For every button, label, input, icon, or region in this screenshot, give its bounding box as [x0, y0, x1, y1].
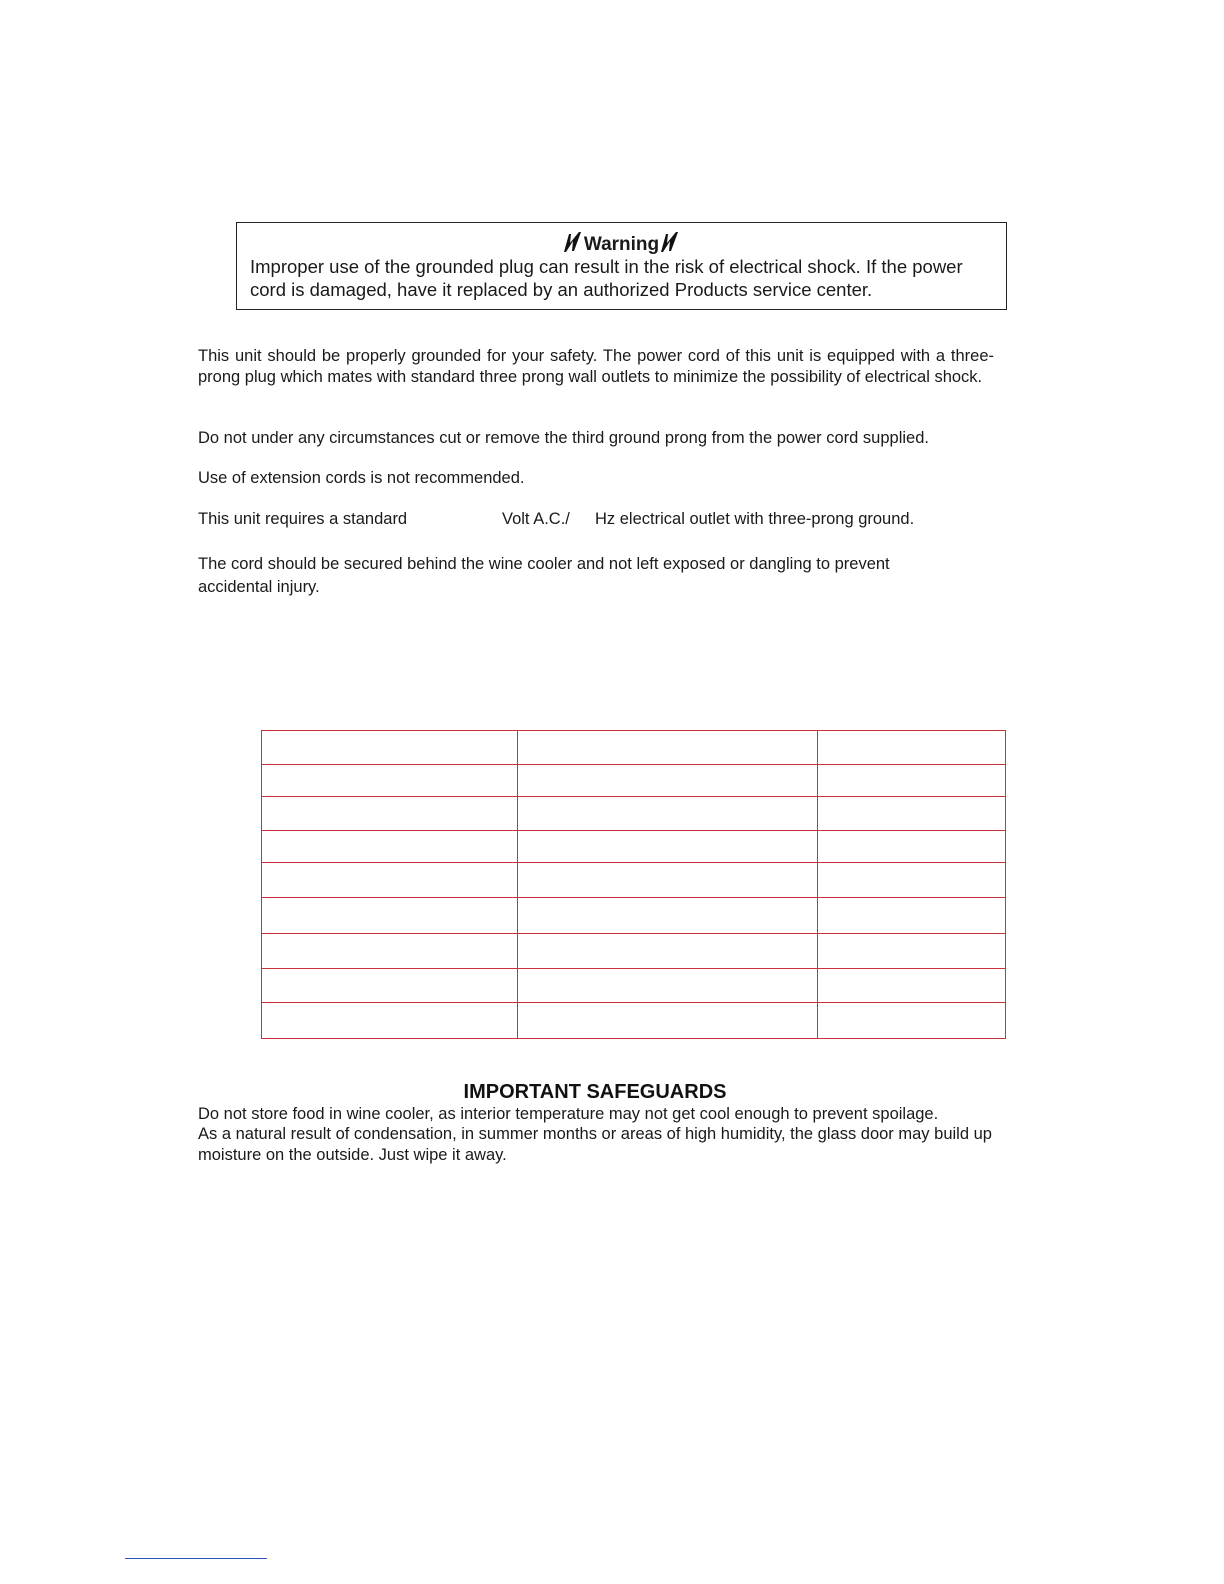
- table-cell: [518, 731, 818, 765]
- ground-prong-notice: Do not under any circumstances cut or remove the third ground prong from the power cord supplied.: [198, 429, 929, 447]
- table-cell: [818, 831, 1006, 863]
- extension-cord-notice: Use of extension cords is not recommended.: [198, 469, 525, 487]
- table-row: [262, 831, 1006, 863]
- table-cell: [818, 934, 1006, 969]
- warning-text: Improper use of the grounded plug can result in the risk of electrical shock. If the power cord is damaged, have it replaced by an authorized Products service center.: [250, 256, 963, 300]
- table-row: [262, 969, 1006, 1003]
- table-cell: [262, 765, 518, 797]
- safeguard-condensation-notice: As a natural result of condensation, in summer months or areas of high humidity, the glass door may build up moisture on the outside. Just wipe it away.: [198, 1125, 992, 1164]
- electrical-requirement: [198, 509, 994, 530]
- table-cell: [262, 934, 518, 969]
- table-cell: [518, 831, 818, 863]
- table-cell: [518, 898, 818, 934]
- safeguard-food-notice: Do not store food in wine cooler, as interior temperature may not get cool enough to prevent spoilage.: [198, 1105, 939, 1123]
- table-row: [262, 898, 1006, 934]
- table-row: [262, 934, 1006, 969]
- table-cell: [262, 969, 518, 1003]
- warning-heading: [237, 231, 1006, 256]
- table-row: [262, 765, 1006, 797]
- table-cell: [262, 898, 518, 934]
- table-cell: [518, 1003, 818, 1039]
- table-cell: [518, 969, 818, 1003]
- requirement-volt: Volt A.C./: [502, 510, 570, 528]
- footer-rule: [125, 1558, 267, 1559]
- warning-title: Warning: [583, 234, 660, 255]
- table-cell: [518, 765, 818, 797]
- table-cell: [818, 863, 1006, 898]
- table-cell: [818, 1003, 1006, 1039]
- safeguards-title: IMPORTANT SAFEGUARDS: [463, 1081, 727, 1103]
- warning-box: [236, 222, 1007, 310]
- table-cell: [262, 731, 518, 765]
- lightning-bolt-icon: [659, 231, 681, 253]
- grounding-intro: This unit should be properly grounded for your safety. The power cord of this unit is equipped with a three-prong plug which mates with standard three prong wall outlets to minimize the possibility of electrical shock.: [198, 347, 994, 386]
- table-cell: [518, 797, 818, 831]
- table-cell: [262, 863, 518, 898]
- cord-notice: The cord should be secured behind the wine cooler and not left exposed or dangling to prevent accidental injury.: [198, 555, 890, 596]
- table-cell: [818, 731, 1006, 765]
- table-cell: [818, 969, 1006, 1003]
- table-cell: [818, 765, 1006, 797]
- spec-table: [261, 730, 1006, 1039]
- table-cell: [262, 1003, 518, 1039]
- table-row: [262, 731, 1006, 765]
- table-cell: [818, 797, 1006, 831]
- table-row: [262, 863, 1006, 898]
- table-cell: [262, 831, 518, 863]
- table-row: [262, 1003, 1006, 1039]
- table-cell: [518, 934, 818, 969]
- requirement-suffix: Hz electrical outlet with three-prong ground.: [595, 510, 915, 528]
- table-row: [262, 797, 1006, 831]
- table-cell: [518, 863, 818, 898]
- table-cell: [262, 797, 518, 831]
- table-cell: [818, 898, 1006, 934]
- requirement-prefix: This unit requires a standard: [198, 510, 408, 528]
- lightning-bolt-icon: [562, 231, 584, 253]
